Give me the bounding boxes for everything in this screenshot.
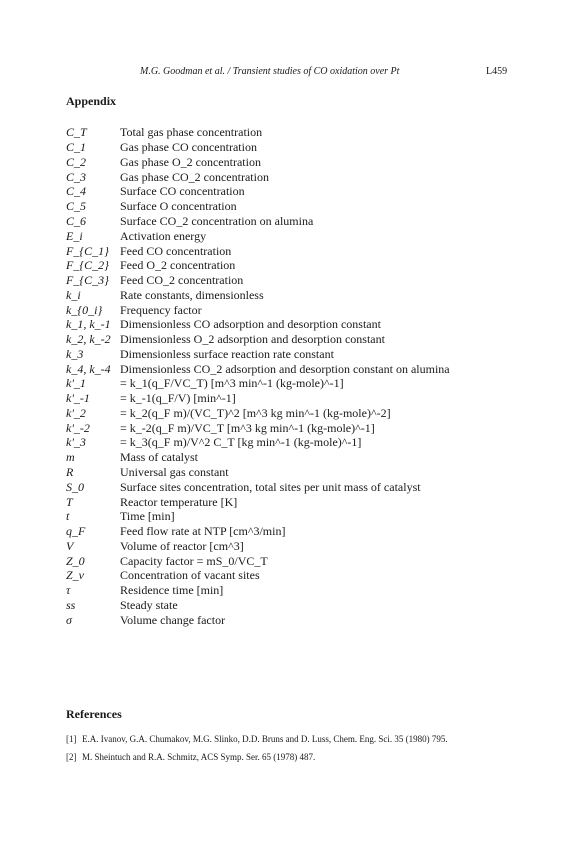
symbol: F_{C_1} bbox=[66, 243, 109, 258]
symbol-row bbox=[66, 258, 496, 273]
symbol-row bbox=[66, 583, 496, 598]
symbol-row bbox=[66, 509, 496, 524]
symbol: Z_v bbox=[66, 568, 84, 583]
symbol-row bbox=[66, 184, 496, 199]
symbol-rows bbox=[66, 125, 496, 627]
symbol-row bbox=[66, 568, 496, 583]
symbol-row bbox=[66, 420, 496, 435]
symbol-row bbox=[66, 140, 496, 155]
symbol-row bbox=[66, 243, 496, 258]
symbol-definition: Steady state bbox=[120, 597, 178, 612]
symbol-row bbox=[66, 273, 496, 288]
symbol: C_2 bbox=[66, 154, 87, 169]
symbol-definition: Time [min] bbox=[120, 509, 175, 524]
symbol-row bbox=[66, 376, 496, 391]
symbol-row bbox=[66, 169, 496, 184]
symbol: C_4 bbox=[66, 184, 87, 199]
symbol-row bbox=[66, 406, 496, 421]
symbol: C_1 bbox=[66, 140, 87, 155]
symbol-row bbox=[66, 612, 496, 627]
page-number: L459 bbox=[486, 66, 508, 77]
symbol-row bbox=[66, 450, 496, 465]
symbol-definition: Activation energy bbox=[120, 228, 207, 243]
symbol: m bbox=[66, 450, 75, 465]
symbol: C_T bbox=[66, 125, 87, 140]
symbol-row bbox=[66, 214, 496, 229]
symbol-row bbox=[66, 346, 496, 361]
symbol-table bbox=[66, 125, 496, 627]
symbol-definition: Feed CO_2 concentration bbox=[120, 273, 244, 288]
symbol-definition: = k_1(q_F/VC_T) [m^3 min^-1 (kg-mole)^-1] bbox=[120, 376, 344, 391]
symbol: C_5 bbox=[66, 199, 87, 214]
symbol-definition: = k_2(q_F m)/(VC_T)^2 [m^3 kg min^-1 (kg-mole)^-2] bbox=[120, 405, 391, 420]
references-title: References bbox=[66, 707, 122, 721]
symbol: k_i bbox=[66, 287, 81, 302]
reference-list bbox=[66, 733, 506, 768]
symbol-definition: Volume change factor bbox=[120, 612, 226, 627]
symbol: q_F bbox=[66, 524, 86, 539]
symbol: F_{C_2} bbox=[66, 258, 109, 273]
symbol-definition: Dimensionless O_2 adsorption and desorption constant bbox=[120, 332, 385, 347]
symbol-definition: Feed O_2 concentration bbox=[120, 258, 236, 273]
symbol: t bbox=[66, 509, 70, 524]
symbol-row bbox=[66, 391, 496, 406]
symbol-row bbox=[66, 465, 496, 480]
symbol-definition: Surface O concentration bbox=[120, 199, 237, 214]
symbol: k'_2 bbox=[66, 405, 86, 420]
reference-number: [2] bbox=[66, 751, 77, 762]
symbol-row bbox=[66, 494, 496, 509]
symbol-definition: Total gas phase concentration bbox=[120, 125, 263, 140]
symbol-definition: Surface sites concentration, total sites per unit mass of catalyst bbox=[120, 479, 421, 494]
symbol-definition: Feed CO concentration bbox=[120, 243, 232, 258]
symbol-definition: = k_-1(q_F/V) [min^-1] bbox=[120, 391, 236, 406]
symbol-definition: Dimensionless CO_2 adsorption and desorption constant on alumina bbox=[120, 361, 450, 376]
symbol-definition: Dimensionless surface reaction rate constant bbox=[120, 346, 334, 361]
symbol: C_6 bbox=[66, 213, 87, 228]
symbol-row bbox=[66, 538, 496, 553]
symbol: k_{0_i} bbox=[66, 302, 103, 317]
symbol-definition: Gas phase CO concentration bbox=[120, 140, 257, 155]
symbol: V bbox=[66, 538, 74, 553]
reference-item bbox=[66, 751, 506, 764]
symbol-definition: Universal gas constant bbox=[120, 464, 229, 479]
symbol-definition: Mass of catalyst bbox=[120, 450, 198, 465]
symbol-definition: Feed flow rate at NTP [cm^3/min] bbox=[120, 524, 286, 539]
symbol-row bbox=[66, 598, 496, 613]
reference-text: M. Sheintuch and R.A. Schmitz, ACS Symp. Ser. 65 (1978) 487. bbox=[82, 751, 316, 762]
running-head: M.G. Goodman et al. / Transient studies of CO oxidation over Pt bbox=[140, 66, 400, 77]
symbol-definition: Frequency factor bbox=[120, 302, 202, 317]
symbol-definition: Rate constants, dimensionless bbox=[120, 287, 264, 302]
symbol: k'_1 bbox=[66, 376, 86, 391]
symbol: k'_3 bbox=[66, 435, 86, 450]
symbol: F_{C_3} bbox=[66, 273, 109, 288]
reference-number: [1] bbox=[66, 734, 77, 744]
symbol: T bbox=[66, 494, 73, 509]
symbol-definition: Surface CO_2 concentration on alumina bbox=[120, 213, 314, 228]
symbol: k'_-1 bbox=[66, 391, 90, 406]
symbol-row bbox=[66, 332, 496, 347]
symbol-definition: Surface CO concentration bbox=[120, 184, 245, 199]
symbol-row bbox=[66, 125, 496, 140]
symbol-definition: = k_3(q_F m)/V^2 C_T [kg min^-1 (kg-mole)^-1] bbox=[120, 435, 362, 450]
symbol: k_1, k_-1 bbox=[66, 317, 111, 332]
symbol-row bbox=[66, 302, 496, 317]
symbol-row bbox=[66, 317, 496, 332]
symbol: R bbox=[66, 464, 74, 479]
symbol-definition: Reactor temperature [K] bbox=[120, 494, 238, 509]
symbol: Z_0 bbox=[66, 553, 85, 568]
symbol: E_i bbox=[66, 228, 83, 243]
symbol: τ bbox=[66, 583, 71, 598]
symbol-definition: Volume of reactor [cm^3] bbox=[120, 538, 244, 553]
symbol-definition: Dimensionless CO adsorption and desorption constant bbox=[120, 317, 381, 332]
symbol-row bbox=[66, 435, 496, 450]
symbol: ss bbox=[66, 597, 76, 612]
symbol-definition: = k_-2(q_F m)/VC_T [m^3 kg min^-1 (kg-mole)^-1] bbox=[120, 420, 375, 435]
symbol-row bbox=[66, 479, 496, 494]
symbol: k'_-2 bbox=[66, 420, 90, 435]
symbol-row bbox=[66, 228, 496, 243]
symbol-row bbox=[66, 361, 496, 376]
symbol: C_3 bbox=[66, 169, 87, 184]
symbol-row bbox=[66, 553, 496, 568]
symbol-definition: Gas phase O_2 concentration bbox=[120, 154, 261, 169]
symbol: k_2, k_-2 bbox=[66, 332, 111, 347]
reference-text: E.A. Ivanov, G.A. Chumakov, M.G. Slinko, D.D. Bruns and D. Luss, Chem. Eng. Sci. 35 (1980) 795. bbox=[82, 734, 448, 744]
symbol-definition: Capacity factor = mS_0/VC_T bbox=[120, 553, 268, 568]
symbol-definition: Residence time [min] bbox=[120, 583, 224, 598]
symbol: k_4, k_-4 bbox=[66, 361, 111, 376]
symbol: S_0 bbox=[66, 479, 84, 494]
symbol-definition: Gas phase CO_2 concentration bbox=[120, 169, 269, 184]
symbol-row bbox=[66, 287, 496, 302]
symbol: k_3 bbox=[66, 346, 84, 361]
symbol: σ bbox=[66, 612, 72, 627]
reference-item bbox=[66, 733, 506, 746]
symbol-row bbox=[66, 155, 496, 170]
symbol-row bbox=[66, 199, 496, 214]
appendix-title: Appendix bbox=[66, 94, 117, 108]
symbol-definition: Concentration of vacant sites bbox=[120, 568, 260, 583]
symbol-row bbox=[66, 524, 496, 539]
